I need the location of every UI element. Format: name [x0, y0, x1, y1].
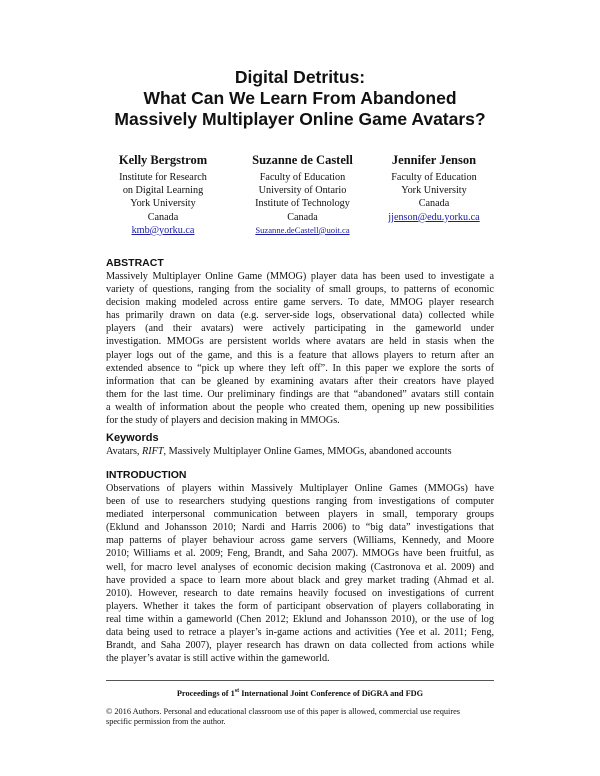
introduction-line: map patterns of player behaviour across game servers (Williams, Kennedy, and Moore: [106, 535, 494, 547]
author-affiliation-line: Faculty of Education: [391, 172, 477, 183]
introduction-line: real time within a gameworld (Chen 2012; Eklund and Johansson 2010), or the use of log: [106, 613, 494, 625]
introduction-line: players. Whether it takes the form of participant observation of players collaborating in: [106, 600, 494, 612]
introduction-line: data being used to retrace a player’s in-game actions and activities (Yee et al. 2011; Feng,: [106, 627, 494, 639]
abstract-line: player logs out of the game, and this is a feature that allows players to return after an: [106, 349, 494, 361]
abstract-line: Massively Multiplayer Online Game (MMOG) player data has been used to investigate a: [106, 271, 494, 282]
author-affiliation-line: York University: [130, 198, 196, 210]
introduction-line: well, for macro level analyses of economic decision making (Castronova et al. 2009) and: [106, 561, 494, 573]
author-email-link[interactable]: kmb@yorku.ca: [131, 224, 195, 236]
proceedings-title: [106, 686, 494, 699]
author-affiliation-line: University of Ontario: [258, 185, 347, 197]
author-affiliation-line: Canada: [287, 211, 318, 223]
author-affiliation-line: Institute for Research: [119, 172, 207, 183]
introduction-line: (Eklund and Johansson 2010; Nardi and Harris 2006) to “big data” investigations that: [106, 522, 494, 534]
introduction-line: the player’s avatar is still active within the gameworld.: [106, 653, 330, 665]
author-email-link[interactable]: Suzanne.deCastell@uoit.ca: [255, 224, 350, 235]
keywords-section: [106, 432, 494, 458]
copyright-line-1: © 2016 Authors. Personal and educational classroom use of this paper is allowed, commercial use requires: [106, 706, 460, 716]
abstract-line: players (and their avatars) were actively participating in the gameworld under: [106, 323, 494, 335]
abstract-section: [106, 257, 494, 427]
introduction-line: have provided a space to learn more about black and grey market trading (Ahmad et al.: [106, 574, 494, 586]
abstract-line: variety of questions, ranging from the sociality of small groups, to patterns of economic: [106, 284, 494, 296]
author-affiliation-line: Institute of Technology: [255, 198, 350, 210]
introduction-line: been of use to researchers studying questions ranging from investigations of computer: [106, 496, 494, 508]
introduction-section: [106, 469, 494, 665]
title-line-2: What Can We Learn From Abandoned: [143, 88, 457, 108]
author-name: Jennifer Jenson: [391, 153, 477, 167]
keywords-rift: RIFT: [142, 446, 164, 457]
author-affiliation-line: Canada: [147, 211, 179, 223]
introduction-line: Brandt, and Saha 2007), player research has drawn on data collected from actions while: [106, 640, 494, 652]
author-block-bergstrom: [98, 153, 228, 237]
abstract-body: [106, 270, 494, 427]
abstract-line: for the study of players and decision making in MMOGs.: [106, 415, 340, 427]
author-affiliation-line: York University: [401, 185, 467, 197]
title-line-1: Digital Detritus:: [234, 67, 366, 87]
keywords-text-post: , Massively Multiplayer Online Games, MMOGs, abandoned accounts: [163, 446, 452, 457]
keywords-heading: Keywords: [106, 432, 159, 444]
proceedings-title-sup: st: [234, 688, 240, 694]
copyright-line-2: specific permission from the author.: [106, 717, 226, 727]
title-line-3: Massively Multiplayer Online Game Avatars?: [114, 109, 486, 129]
author-block-decastell: [235, 153, 370, 237]
introduction-line: Observations of players within Massively Multiplayer Online Games (MMOGs) have: [106, 483, 494, 494]
proceedings-title-pre: Proceedings of 1: [176, 688, 235, 698]
author-name: Kelly Bergstrom: [118, 153, 208, 167]
introduction-heading: INTRODUCTION: [106, 469, 187, 481]
author-block-jenson: [370, 153, 498, 224]
copyright-notice: [106, 707, 494, 728]
abstract-line: a wealth of information about the people who created them, opening up new possibilities: [106, 401, 494, 413]
author-affiliation-line: on Digital Learning: [122, 185, 204, 197]
keywords-text-pre: Avatars,: [106, 446, 143, 457]
proceedings-title-post: International Joint Conference of DiGRA and FDG: [239, 688, 424, 698]
abstract-line: has primarily drawn on data (e.g. server-side logs, observational data) collected while: [106, 310, 494, 322]
abstract-line: information that can be gleaned by examining avatars after their creators have played: [106, 375, 494, 387]
introduction-line: 2010). However, research to date remains heavily focused on investigations of current: [106, 587, 494, 599]
proceedings-footer: [106, 680, 494, 728]
author-email-link[interactable]: jjenson@edu.yorku.ca: [388, 211, 480, 223]
abstract-line: them for the last time. Our preliminary findings are that “abandoned” avatars still contain: [106, 388, 494, 400]
keywords-list: [106, 445, 494, 458]
abstract-line: investigation. MMOGs are persistent worlds where avatars are held in stasis when the: [106, 336, 494, 348]
paper-title: [0, 67, 600, 130]
introduction-line: mediated interpersonal communication between players in small, temporary groups: [106, 509, 494, 521]
author-affiliation-line: Canada: [418, 198, 450, 210]
introduction-line: 2010; Williams et al. 2009; Feng, Brandt, and Saha 2007). MMOGs have been fruitful, as: [106, 548, 494, 560]
introduction-body: [106, 482, 494, 665]
abstract-heading: ABSTRACT: [106, 257, 164, 269]
abstract-line: extended absence to “pick up where they left off”. In this paper we explore the sorts of: [106, 362, 494, 374]
author-name: Suzanne de Castell: [252, 153, 353, 167]
abstract-line: decision making modeled across entire game servers. To date, MMOG player research: [106, 297, 494, 309]
author-affiliation-line: Faculty of Education: [259, 172, 346, 183]
